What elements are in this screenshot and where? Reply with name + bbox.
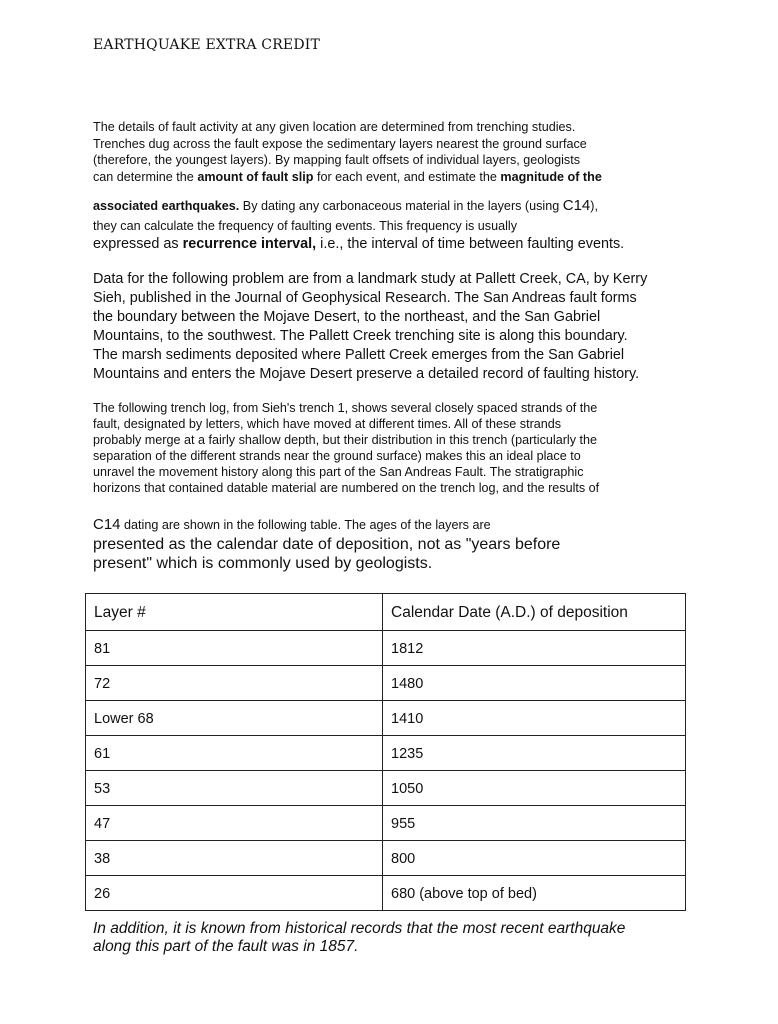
paragraph-line [93, 171, 602, 184]
paragraph-line: Data for the following problem are from a landmark study at Pallett Creek, CA, by Kerry [93, 271, 648, 287]
layer-cell: 53 [86, 771, 383, 806]
layer-cell: 81 [86, 631, 383, 666]
line-text: Trenches dug across the fault expose the sedimentary layers nearest the ground surface [93, 137, 587, 151]
table-row [86, 806, 686, 841]
paragraph-line: the boundary between the Mojave Desert, to the northeast, and the San Gabriel [93, 309, 601, 325]
line-text: for each event, and estimate the [313, 170, 501, 184]
paragraph-line [93, 517, 491, 532]
layer-cell: 61 [86, 736, 383, 771]
table-header-row [86, 594, 686, 631]
line-text: dating are shown in the following table. The ages of the layers are [120, 518, 491, 532]
line-text: i.e., the interval of time between faulting events. [316, 236, 625, 252]
table-row [86, 841, 686, 876]
date-cell: 955 [383, 806, 686, 841]
line-text: The details of fault activity at any given location are determined from trenching studies. [93, 120, 576, 134]
line-text: can determine the [93, 170, 198, 184]
bold-term: magnitude of the [500, 170, 602, 184]
paragraph-line [93, 138, 587, 151]
paragraph-line: probably merge at a fairly shallow depth, but their distribution in this trench (particularly the [93, 433, 598, 447]
paragraph-line: separation of the different strands near the ground surface) makes this an ideal place to [93, 449, 581, 463]
table-row [86, 631, 686, 666]
line-text: By dating any carbonaceous material in the layers (using [239, 199, 563, 213]
paragraph-line: The following trench log, from Sieh's trench 1, shows several closely spaced strands of the [93, 401, 598, 415]
line-text: C14 [562, 197, 591, 214]
paragraph-line [93, 121, 575, 134]
paragraph-line: unravel the movement history along this part of the San Andreas Fault. The stratigraphic [93, 465, 584, 479]
date-cell: 1050 [383, 771, 686, 806]
footer-note-line: In addition, it is known from historical records that the most recent earthquake [93, 920, 626, 937]
bold-term: recurrence interval, [182, 236, 317, 252]
date-cell: 800 [383, 841, 686, 876]
layer-cell: 26 [86, 876, 383, 911]
document-title: EARTHQUAKE EXTRA CREDIT [93, 37, 321, 53]
paragraph-line: Mountains and enters the Mojave Desert preserve a detailed record of faulting history. [93, 366, 640, 382]
table-row [86, 876, 686, 911]
paragraph-line: horizons that contained datable material are numbered on the trench log, and the results of [93, 481, 600, 495]
paragraph-line: presented as the calendar date of deposition, not as "years before [93, 536, 561, 553]
table-row [86, 736, 686, 771]
date-cell: 1235 [383, 736, 686, 771]
paragraph-line: The marsh sediments deposited where Pallett Creek emerges from the San Gabriel [93, 347, 625, 363]
paragraph-line: present" which is commonly used by geologists. [93, 555, 433, 572]
layer-cell: 47 [86, 806, 383, 841]
table-row [86, 701, 686, 736]
date-cell: 1812 [383, 631, 686, 666]
date-cell: 1480 [383, 666, 686, 701]
line-text: they can calculate the frequency of faulting events. This frequency is usually [93, 219, 517, 233]
line-text: ), [590, 199, 598, 213]
date-cell: 1410 [383, 701, 686, 736]
paragraph-line: fault, designated by letters, which have moved at different times. All of these strands [93, 417, 562, 431]
layer-cell: Lower 68 [86, 701, 383, 736]
column-header-layer: Layer # [86, 594, 383, 631]
paragraph-line [93, 198, 598, 213]
line-text: expressed as [93, 236, 183, 252]
paragraph-line [93, 154, 580, 167]
column-header-date: Calendar Date (A.D.) of deposition [383, 594, 686, 631]
paragraph-line [93, 237, 624, 251]
layer-cell: 38 [86, 841, 383, 876]
paragraph-line: Mountains, to the southwest. The Pallett Creek trenching site is along this boundary. [93, 328, 628, 344]
layer-cell: 72 [86, 666, 383, 701]
bold-term: amount of fault slip [197, 170, 314, 184]
date-cell: 680 (above top of bed) [383, 876, 686, 911]
line-text: (therefore, the youngest layers). By mapping fault offsets of individual layers, geologists [93, 153, 580, 167]
footer-note-line: along this part of the fault was in 1857. [93, 938, 359, 955]
table-row [86, 666, 686, 701]
table-row [86, 771, 686, 806]
paragraph-line: Sieh, published in the Journal of Geophysical Research. The San Andreas fault forms [93, 290, 637, 306]
layer-dates-table [85, 593, 686, 911]
c14-text: C14 [93, 516, 121, 533]
bold-term: associated earthquakes. [93, 199, 240, 213]
paragraph-line [93, 220, 517, 233]
